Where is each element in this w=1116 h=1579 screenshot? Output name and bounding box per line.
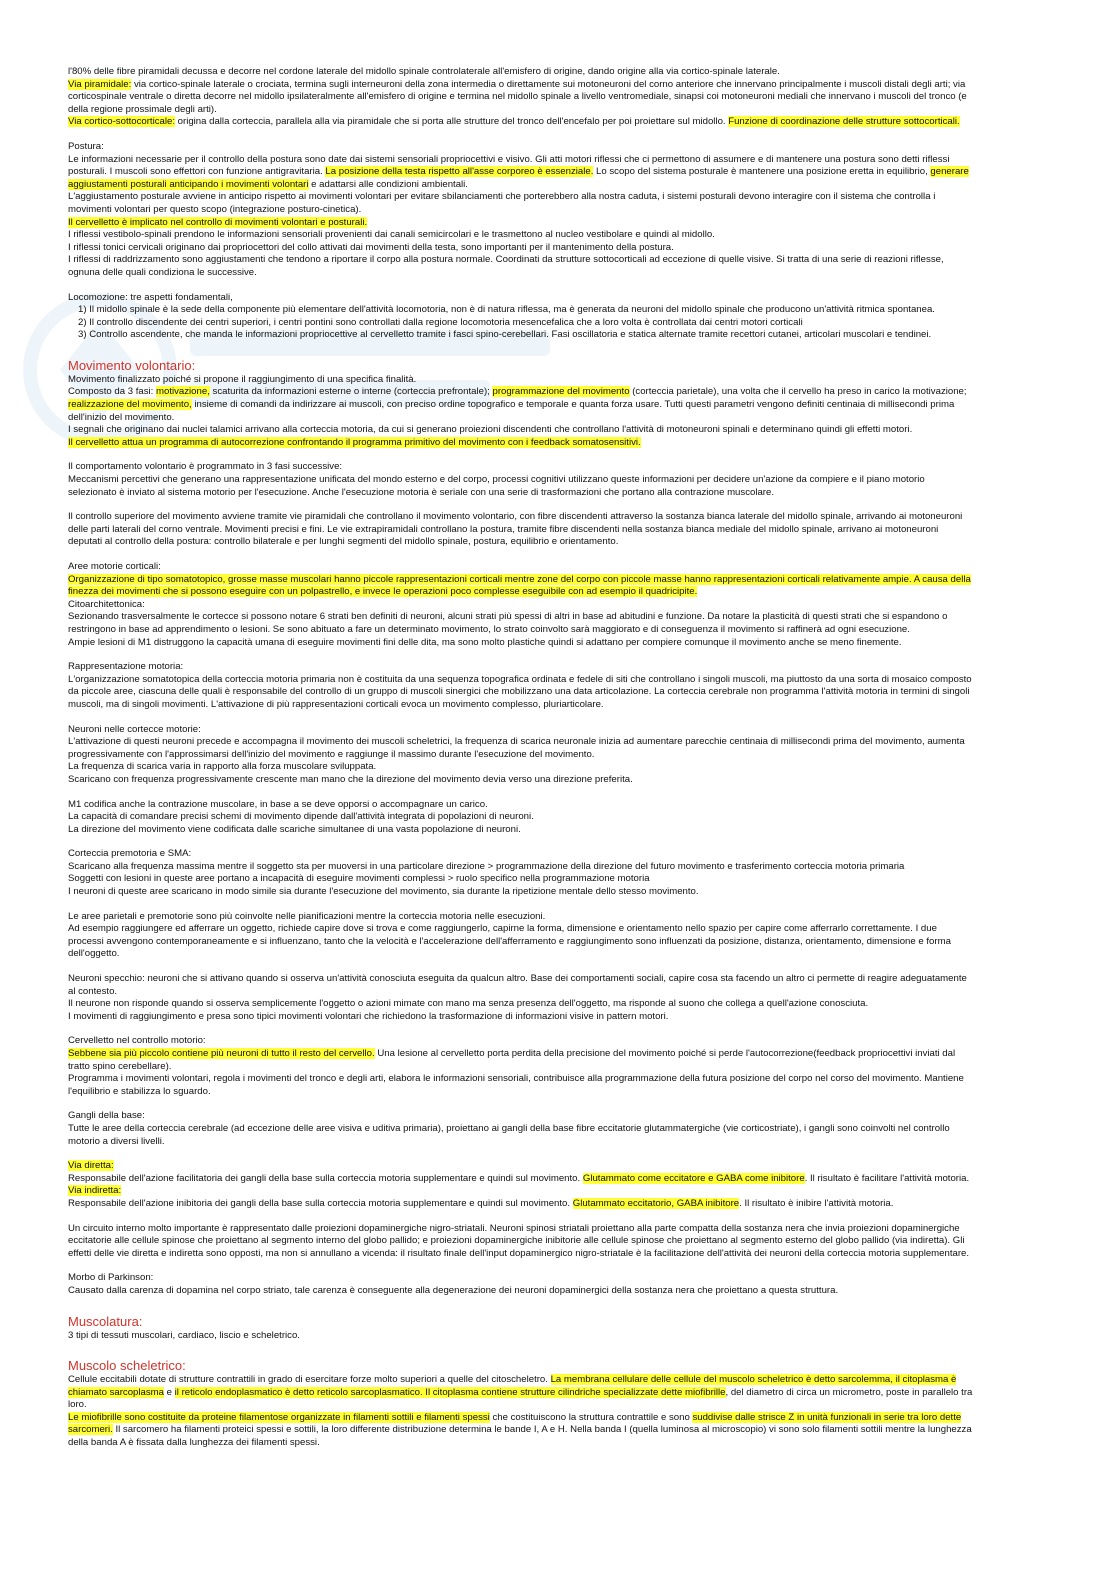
text-run: Corteccia premotoria e SMA: xyxy=(68,848,192,860)
text-line xyxy=(68,886,973,899)
text-line xyxy=(68,1272,973,1285)
text-run: Neuroni specchio: neuroni che si attivano quando si osserva un'attività conosciuta eseguita da qualcun altro. Base dei comportamenti sociali, capire cosa sta facendo un altro ci permette di reagire adeguatamente al contesto. xyxy=(68,973,967,997)
section-heading xyxy=(68,1358,973,1374)
text-line xyxy=(68,661,973,674)
text-line xyxy=(68,1048,973,1073)
list-item xyxy=(68,329,973,342)
highlighted-text: Glutammato come eccitatore e GABA come inibitore xyxy=(582,1172,805,1184)
text-run: I riflessi vestibolo-spinali prendono le informazioni sensoriali provenienti dai canali semicircolari e le trasmettono al nucleo vestibolare e quindi al midollo. xyxy=(68,229,715,241)
text-line xyxy=(68,474,973,499)
text-run: Cellule eccitabili dotate di strutture contrattili in grado di esercitare forze molto superiori a quelle del citoscheletro. xyxy=(68,1374,551,1386)
text-run: Neuroni nelle cortecce motorie: xyxy=(68,723,201,735)
text-run: Cervelletto nel controllo motorio: xyxy=(68,1035,206,1047)
text-run: 1) Il midollo spinale è la sede della componente più elementare dell'attività locomotoria, non è di natura riflessa, ma è generata da neuroni del midollo spinale che producono un'attività ritmica spontanea. xyxy=(78,304,935,316)
paragraph-gap xyxy=(68,1023,973,1035)
text-line xyxy=(68,154,973,192)
text-run: Causato dalla carenza di dopamina nel corpo striato, tale carenza è conseguente alla degenerazione dei neuroni dopaminergici della sostanza nera che proiettano a questa struttura. xyxy=(68,1284,839,1296)
text-run: scaturita da informazioni esterne o interne (corteccia prefrontale); xyxy=(209,386,493,398)
text-run: Ampie lesioni di M1 distruggono la capacità umana di eseguire movimenti fini delle dita, ma sono molto plastiche quindi si adattano per compiere comunque il movimento anche se meno finemente. xyxy=(68,636,902,648)
text-run: origina dalla corteccia, parallela alla via piramidale che si porta alle strutture del tronco dell'encefalo per poi proiettare sul midollo. xyxy=(175,116,729,128)
paragraph-gap xyxy=(68,1342,973,1354)
paragraph-gap xyxy=(68,712,973,724)
text-run: La frequenza di scarica varia in rapporto alla forza muscolare sviluppata. xyxy=(68,761,377,773)
text-run: via cortico-spinale laterale o crociata, termina sugli interneuroni della zona intermedia o direttamente sui motoneuroni del corno anteriore che innervano principalmente i muscoli distali degli arti; via corticospinale ventrale o diretta decorre nel midollo ipsilateralmente all'emisfero di origine e termina nel midollo spinale a livello ventromediale, sinapsi coi motoneuroni mediali che innervano i muscoli del tronco (e della regione prossimale degli arti). xyxy=(68,78,967,115)
text-run: Movimento volontario xyxy=(68,357,192,373)
text-line xyxy=(68,116,973,129)
paragraph-gap xyxy=(68,342,973,354)
text-run: Una lesione al cervelletto porta perdita della precisione del movimento poiché si perde l'autocorrezione(feedback propriocettivi inviati dal tratto spino cerebellare). xyxy=(68,1048,956,1072)
text-line xyxy=(68,511,973,549)
paragraph-gap xyxy=(68,961,973,973)
highlighted-text: Il cervelletto è implicato nel controllo di movimenti volontari e posturali. xyxy=(68,216,368,228)
text-run: Gangli della base: xyxy=(68,1110,145,1122)
text-line xyxy=(68,998,973,1011)
text-line xyxy=(68,1160,973,1173)
text-line xyxy=(68,66,973,79)
text-run: . Il risultato è inibire l'attività motoria. xyxy=(739,1197,894,1209)
highlighted-text: Organizzazione di tipo somatotopico, grosse masse muscolari hanno piccole rappresentazioni corticali mentre zone del corpo con piccole masse hanno rappresentazioni corticali relativamente ampie. A causa della finezza dei movimenti che si possono eseguire con un polpastrello, e invece le operazioni poco complesse eseguibile con ad esempio il quadricipite. xyxy=(68,573,971,598)
text-line xyxy=(68,1073,973,1098)
paragraph-gap xyxy=(68,280,973,292)
text-line xyxy=(68,424,973,437)
paragraph-gap xyxy=(68,899,973,911)
paragraph-gap xyxy=(68,499,973,511)
text-line xyxy=(68,292,973,305)
highlighted-text: il reticolo endoplasmatico è detto reticolo sarcoplasmatico. Il citoplasma contiene strutture cilindriche specializzate dette miofibrille xyxy=(174,1386,726,1398)
highlighted-text: realizzazione del movimento, xyxy=(68,399,192,411)
text-run: Muscolo scheletrico: xyxy=(68,1358,186,1374)
text-line xyxy=(68,141,973,154)
highlighted-text: Funzione di coordinazione delle strutture sottocorticali. xyxy=(728,116,960,128)
text-run: 3 tipi di tessuti muscolari, cardiaco, liscio e scheletrico. xyxy=(68,1329,300,1341)
text-line xyxy=(68,574,973,599)
text-run: Aree motorie corticali: xyxy=(68,561,161,572)
paragraph-gap xyxy=(68,129,973,141)
text-run: e adattarsi alle condizioni ambientali. xyxy=(308,178,468,190)
text-line xyxy=(68,923,973,961)
highlighted-text: La posizione della testa rispetto all'asse corporeo è essenziale. xyxy=(325,166,594,178)
text-run: Movimento finalizzato poiché si propone il raggiungimento di una specifica finalità. xyxy=(68,373,417,385)
text-line xyxy=(68,461,973,474)
text-run: Citoarchitettonica: xyxy=(68,598,145,610)
text-line xyxy=(68,242,973,255)
text-line xyxy=(68,774,973,787)
text-line xyxy=(68,848,973,861)
highlighted-text: Via diretta: xyxy=(68,1160,114,1172)
text-run: La direzione del movimento viene codificata dalle scariche simultanee di una vasta popolazione di neuroni. xyxy=(68,823,521,835)
text-run: L'aggiustamento posturale avviene in anticipo rispetto ai movimenti volontari per evitare sbilanciamenti che porterebbero alla nostra caduta, i sistemi posturali devono interagire con il sistema che controlla i movimenti volontari per questo scopo (integrazione posturo-cinetica). xyxy=(68,191,936,215)
highlighted-text: suddivise dalle strisce Z in unità funzionali in serie tra loro dette sarcomeri. xyxy=(68,1411,962,1436)
text-run: : xyxy=(191,357,196,373)
text-run: I riflessi tonici cervicali originano dai propriocettori del collo attivati dai movimenti della testa, sono importanti per il mantenimento della postura. xyxy=(68,241,674,253)
highlighted-text: Via indiretta: xyxy=(68,1185,122,1197)
text-line xyxy=(68,1412,973,1450)
text-line xyxy=(68,611,973,636)
text-run: La capacità di comandare precisi schemi di movimento dipende dall'attività integrata di popolazioni di neuroni. xyxy=(68,811,534,823)
text-run: Rappresentazione motoria: xyxy=(68,661,184,673)
text-run: l'80% delle fibre piramidali decussa e decorre nel cordone laterale del midollo spinale controlaterale all'emisfero di origine, dando origine alla via cortico-spinale laterale. xyxy=(68,66,780,77)
text-line xyxy=(68,973,973,998)
text-line xyxy=(68,637,973,650)
text-run: Meccanismi percettivi che generano una rappresentazione unificata del mondo esterno e del corpo, processi cognitivi utilizzano queste informazioni per decidere un'azione da compiere e il piano motorio selezionato è inviato al sistema motorio per l'esecuzione. Anche l'esecuzione motoria è seriale con una serie di trasformazioni che portano alla contrazione muscolare. xyxy=(68,474,925,498)
highlighted-text: generare aggiustamenti posturali anticipando i movimenti volontari xyxy=(68,166,969,190)
text-line xyxy=(68,79,973,117)
text-line xyxy=(68,1285,973,1298)
text-line xyxy=(68,386,973,424)
text-line xyxy=(68,561,973,574)
text-run: che costituiscono la struttura contrattile e sono xyxy=(489,1411,693,1423)
highlighted-text: La membrana cellulare delle cellule del muscolo scheletrico è detto sarcolemma, il citoplasma è chiamato sarcoplasma xyxy=(68,1374,957,1398)
text-line xyxy=(68,1173,973,1186)
text-run: Le aree parietali e premotorie sono più coinvolte nelle pianificazioni mentre la corteccia motoria nelle esecuzioni. xyxy=(68,910,546,922)
text-run: I neuroni di queste aree scaricano in modo simile sia durante l'esecuzione del movimento, sia durante la ripetizione mentale dello stesso movimento. xyxy=(68,886,699,898)
section-heading xyxy=(68,1314,973,1330)
text-line xyxy=(68,1011,973,1024)
paragraph-gap xyxy=(68,549,973,561)
paragraph-gap xyxy=(68,787,973,799)
paragraph-gap xyxy=(68,1148,973,1160)
list-item xyxy=(68,304,973,317)
text-run: Tutte le aree della corteccia cerebrale (ad eccezione delle aree visiva e uditiva primaria), proiettano ai gangli della base fibre eccitatorie glutammatergiche (vie corticostriate), i gangli sono coinvolti nel controllo motorio a diversi livelli. xyxy=(68,1122,950,1147)
text-run: Responsabile dell'azione facilitatoria dei gangli della base sulla corteccia motoria supplementare e quindi sul movimento. xyxy=(68,1172,583,1184)
text-line xyxy=(68,1185,973,1198)
text-run: . Il risultato è facilitare l'attività motoria. xyxy=(804,1172,970,1184)
text-run: I movimenti di raggiungimento e presa sono tipici movimenti volontari che richiedono la trasformazione di informazioni visive in pattern motori. xyxy=(68,1010,669,1022)
text-line xyxy=(68,674,973,712)
document-page xyxy=(68,66,973,1450)
highlighted-text: Le miofibrille sono costituite da proteine filamentose organizzate in filamenti sottili e filamenti spessi xyxy=(68,1411,490,1423)
text-run: Ad esempio raggiungere ed afferrare un oggetto, richiede capire dove si trova e come raggiungerlo, capirne la forma, dimensione e orientamento nello spazio per capire come afferrarlo correttamente. I due processi avvengono contemporaneamente e si influenzano, tanto che la velocità e l'accelerazione dell'afferramento e raggiungimento sono influenzati da posizione, distanza, orientamento, dimensione e forma dell'oggetto. xyxy=(68,923,951,960)
text-line xyxy=(68,254,973,279)
text-line xyxy=(68,1198,973,1211)
text-run: Morbo di Parkinson: xyxy=(68,1272,154,1284)
text-line xyxy=(68,1223,973,1261)
highlighted-text: motivazione, xyxy=(156,386,210,398)
text-run: Muscolatura: xyxy=(68,1313,143,1329)
highlighted-text: Sebbene sia più piccolo contiene più neuroni di tutto il resto del cervello. xyxy=(68,1048,375,1059)
text-line xyxy=(68,811,973,824)
text-run: Scaricano con frequenza progressivamente crescente man mano che la direzione del movimento devia verso una direzione preferita. xyxy=(68,773,633,785)
text-line xyxy=(68,873,973,886)
paragraph-gap xyxy=(68,1298,973,1310)
text-line xyxy=(68,824,973,837)
text-run: Il sarcomero ha filamenti proteici spessi e sottili, la loro differente distribuzione determina le bande I, A e H. Nella banda I (quella luminosa al microscopio) vi sono solo filamenti sottili mentre la lunghezza della banda A è fissata dalla lunghezza dei filamenti spessi. xyxy=(68,1424,972,1449)
text-run: Le informazioni necessarie per il controllo della postura sono date dai sistemi sensoriali propriocettivi e visivo. Gli atti motori riflessi che ci permettono di assumere e di mantenere una postura sono detti riflessi posturali. I muscoli sono effettori con funzione antigravitaria. xyxy=(68,153,950,178)
text-run: L'attivazione di questi neuroni precede e accompagna il movimento dei muscoli scheletrici, la frequenza di scarica neuronale inizia ad aumentare parecchie centinaia di millisecondi prima del movimento, aumenta progressivamente con l'approssimarsi dell'inizio del movimento e raggiunge il massimo durante l'esecuzione del movimento. xyxy=(68,736,965,760)
text-line xyxy=(68,1374,973,1412)
text-line xyxy=(68,191,973,216)
paragraph-gap xyxy=(68,649,973,661)
text-run: I segnali che originano dai nuclei talamici arrivano alla corteccia motoria, da cui si generano proiezioni discendenti che controllano l'attività di motoneuroni spinali e determinano quindi gli effetti motori. xyxy=(68,424,913,436)
text-run: I riflessi di raddrizzamento sono aggiustamenti che tendono a riportare il corpo alla postura normale. Coordinati da strutture sottocorticali ad eccezione di quelle visive. Si tratta di una serie di reazioni riflesse, ognuna delle quali condiziona le successive. xyxy=(68,254,944,278)
text-line xyxy=(68,911,973,924)
paragraph-gap xyxy=(68,449,973,461)
text-line xyxy=(68,217,973,230)
text-run: 3) Controllo ascendente, che manda le informazioni propriocettive al cervelletto tramite i fasci spino-cerebellari. Fasi oscillatoria e statica alternate tramite recettori cutanei, articolari muscolari e tendinei. xyxy=(78,329,932,341)
text-run: Responsabile dell'azione inibitoria dei gangli della base sulla corteccia motoria supplementare e quindi sul movimento. xyxy=(68,1197,573,1209)
text-line xyxy=(68,437,973,450)
text-run: , del diametro di circa un micrometro, poste in parallelo tra loro. xyxy=(68,1386,973,1411)
text-run: e xyxy=(163,1386,175,1398)
text-run: Scaricano alla frequenza massima mentre il soggetto sta per muoversi in una particolare direzione > programmazione della direzione del futuro movimento e trasferimento corteccia motoria primaria xyxy=(68,860,905,872)
text-run: Il controllo superiore del movimento avviene tramite vie piramidali che controllano il movimento volontario, con fibre discendenti attraverso la sostanza bianca laterale del midollo spinale, arrivando ai motoneuroni delle parti laterali del corno ventrale. Movimenti precisi e fini. Le vie extrapiramidali controllano la postura, tramite fibre discendenti nella sostanza bianca mediale del midollo spinale, arrivano ai motoneuroni deputati al controllo della postura: controllo bilaterale e per lunghi segmenti del midollo spinale, postura, equilibrio e orientamento. xyxy=(68,511,963,548)
text-run: Un circuito interno molto importante è rappresentato dalle proiezioni dopaminergiche nigro-striatali. Neuroni spinosi striatali proiettano alla parte compatta della sostanza nera che invia proiezioni dopaminergiche eccitatorie alle cellule spinose che proiettano al segmento interno del globo pallido; e proiezioni dopaminergiche inibitorie alle cellule spinose che proiettano al segmento esterno del globo pallido (via indiretta). Gli effetti delle vie diretta e indiretta sono opposti, ma non si annullano a vicenda: il risultato finale dell'input dopaminergico nigro-striatale è la facilitazione dell'attività dei neuroni della corteccia motoria supplementare. xyxy=(68,1222,970,1259)
text-line xyxy=(68,799,973,812)
text-run: Soggetti con lesioni in queste aree portano a incapacità di eseguire movimenti complessi > ruolo specifico nella programmazione motoria xyxy=(68,873,650,885)
text-line xyxy=(68,1123,973,1148)
highlighted-text: Il cervelletto attua un programma di autocorrezione confrontando il programma primitivo del movimento con i feedback somatosensitivi. xyxy=(68,436,641,448)
text-line xyxy=(68,1330,973,1343)
highlighted-text: Glutammato eccitatorio, GABA inibitore xyxy=(572,1197,740,1209)
highlighted-text: Via cortico-sottocorticale: xyxy=(68,116,175,128)
paragraph-gap xyxy=(68,1098,973,1110)
text-run: Sezionando trasversalmente le cortecce si possono notare 6 strati ben definiti di neuroni, alcuni strati più spessi di altri in base ad abitudini e funzione. Da notare la plasticità di questi strati che si espandono o restringono in base ad apprendimento o lesioni. Se sono abituato a fare un determinato movimento, lo strato coinvolto sarà maggiorato e di conseguenza il movimento si raffinerà ad ogni esecuzione. xyxy=(68,611,948,635)
text-line xyxy=(68,861,973,874)
text-run: Lo scopo del sistema posturale è mantenere una posizione eretta in equilibrio, xyxy=(593,166,931,178)
highlighted-text: Via piramidale: xyxy=(68,78,132,90)
text-line xyxy=(68,724,973,737)
section-heading xyxy=(68,358,973,374)
text-line xyxy=(68,1110,973,1123)
text-line xyxy=(68,599,973,612)
text-run: M1 codifica anche la contrazione muscolare, in base a se deve opporsi o accompagnare un carico. xyxy=(68,798,488,810)
highlighted-text: programmazione del movimento xyxy=(492,386,630,398)
text-run: Postura: xyxy=(68,140,104,152)
text-run: insieme di comandi da indirizzare ai muscoli, con preciso ordine topografico e temporale e quanta forza usare. Tutti questi parametri vengono definiti centinaia di millisecondi prima dell'inizio del movimento. xyxy=(68,399,955,423)
text-run: Programma i movimenti volontari, regola i movimenti del tronco e degli arti, elabora le informazioni sensoriali, contribuisce alla programmazione della futura posizione del corpo nel corso del movimento. Mantiene l'equilibrio e stabilizza lo sguardo. xyxy=(68,1073,964,1097)
text-run: (corteccia parietale), una volta che il cervello ha preso in carico la motivazione; xyxy=(629,386,967,398)
text-run: Composto da 3 fasi: xyxy=(68,386,156,398)
text-run: Il comportamento volontario è programmato in 3 fasi successive: xyxy=(68,461,343,473)
text-run: Locomozione: tre aspetti fondamentali, xyxy=(68,291,233,303)
text-run: 2) Il controllo discendente dei centri superiori, i centri pontini sono controllati dalla regione locomotoria mesencefalica che a loro volta è controllata dai centri motori corticali xyxy=(78,316,803,328)
paragraph-gap xyxy=(68,1211,973,1223)
paragraph-gap xyxy=(68,1260,973,1272)
text-line xyxy=(68,1035,973,1048)
text-run: L'organizzazione somatotopica della corteccia motoria primaria non è costituita da una sequenza topografica ordinata e fedele di siti che controllano i singoli muscoli, ma piuttosto da una sorta di mosaico composto da piccole aree, ciascuna delle quali è responsabile del controllo di un gruppo di muscoli sinergici che mobilizzano una data articolazione. La corteccia cerebrale non programma l'attività motoria in termini di singoli muscoli, ma di singoli movimenti. L'attivazione di più rappresentazioni corticali evoca un movimento complesso, pluriarticolare. xyxy=(68,673,972,710)
list-item xyxy=(68,317,973,330)
text-line xyxy=(68,736,973,761)
text-line xyxy=(68,229,973,242)
text-line xyxy=(68,761,973,774)
text-line xyxy=(68,374,973,387)
text-run: Il neurone non risponde quando si osserva semplicemente l'oggetto o azioni mimate con mano ma senza presenza dell'oggetto, ma risponde al suono che collega a quell'azione conosciuta. xyxy=(68,998,869,1010)
paragraph-gap xyxy=(68,836,973,848)
